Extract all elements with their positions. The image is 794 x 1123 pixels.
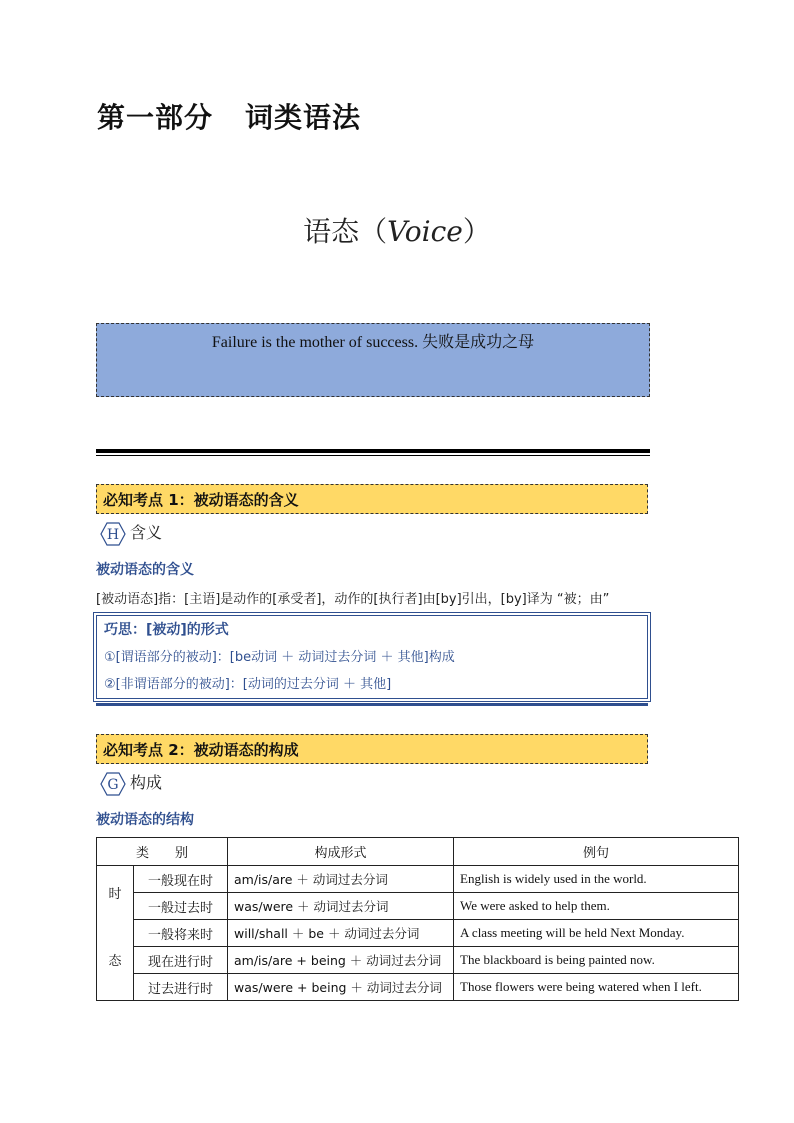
table-row bbox=[97, 920, 739, 947]
tense-cell: 过去进行时 bbox=[134, 974, 228, 1001]
point2-bar: 必知考点 2：被动语态的构成 bbox=[96, 734, 648, 764]
tip-underline bbox=[96, 703, 648, 706]
form-cell: was/were ＋ 动词过去分词 bbox=[228, 893, 454, 920]
point1-hex-row bbox=[100, 520, 162, 546]
point2-hex-letter: G bbox=[107, 776, 119, 793]
point1-hex-letter: H bbox=[106, 526, 120, 543]
point2-hex-row bbox=[100, 770, 162, 796]
tense-cell: 一般过去时 bbox=[134, 893, 228, 920]
table-header-form: 构成形式 bbox=[228, 838, 454, 866]
group-label-top: 时 bbox=[97, 866, 134, 920]
example-cell: Those flowers were being watered when I left. bbox=[454, 974, 739, 1001]
voice-structure-table bbox=[96, 837, 739, 1001]
tip-line-2: ②[非谓语部分的被动]：[动词的过去分词 ＋ 其他] bbox=[104, 677, 392, 692]
example-cell: English is widely used in the world. bbox=[454, 866, 739, 893]
example-cell: We were asked to help them. bbox=[454, 893, 739, 920]
divider-thin bbox=[96, 455, 650, 456]
point1-subhead: 被动语态的含义 bbox=[96, 562, 194, 578]
form-cell: am/is/are + being ＋ 动词过去分词 bbox=[228, 947, 454, 974]
table-row bbox=[97, 974, 739, 1001]
quote-box bbox=[96, 323, 650, 397]
point1-bar: 必知考点 1：被动语态的含义 bbox=[96, 484, 648, 514]
table-header-example: 例句 bbox=[454, 838, 739, 866]
table-header-category: 类 别 bbox=[97, 838, 228, 866]
table-header-row bbox=[97, 838, 739, 866]
tense-cell: 现在进行时 bbox=[134, 947, 228, 974]
example-cell: A class meeting will be held Next Monday. bbox=[454, 920, 739, 947]
hexagon-icon bbox=[100, 772, 126, 796]
table-row bbox=[97, 947, 739, 974]
tip-box bbox=[96, 615, 648, 699]
divider-thick bbox=[96, 449, 650, 453]
point2-subhead: 被动语态的结构 bbox=[96, 812, 194, 828]
tip-title: 巧思：[被动]的形式 bbox=[104, 622, 229, 638]
definition-line: [被动语态]指：[主语]是动作的[承受者]，动作的[执行者]由[by]引出，[by]译为 “被；由” bbox=[96, 592, 610, 607]
table-row bbox=[97, 866, 739, 893]
hexagon-icon bbox=[100, 522, 126, 546]
part-title bbox=[97, 96, 361, 136]
table-row bbox=[97, 893, 739, 920]
voice-title-cn: 语态（ bbox=[303, 215, 388, 248]
point1-hex-label: 含义 bbox=[130, 523, 163, 542]
example-cell: The blackboard is being painted now. bbox=[454, 947, 739, 974]
voice-title-close: ） bbox=[462, 215, 491, 248]
part-title-right: 词类语法 bbox=[245, 101, 362, 134]
tense-cell: 一般现在时 bbox=[134, 866, 228, 893]
form-cell: will/shall ＋ be ＋ 动词过去分词 bbox=[228, 920, 454, 947]
form-cell: was/were + being ＋ 动词过去分词 bbox=[228, 974, 454, 1001]
part-title-left: 第一部分 bbox=[97, 101, 214, 134]
quote-text: Failure is the mother of success. 失败是成功之母 bbox=[211, 334, 535, 351]
form-cell: am/is/are ＋ 动词过去分词 bbox=[228, 866, 454, 893]
tip-line-1: ①[谓语部分的被动]：[be动词 ＋ 动词过去分词 ＋ 其他]构成 bbox=[104, 650, 455, 665]
voice-title bbox=[0, 210, 794, 250]
group-label-bottom: 态 bbox=[97, 920, 134, 1001]
tense-cell: 一般将来时 bbox=[134, 920, 228, 947]
point2-hex-label: 构成 bbox=[130, 773, 163, 792]
voice-title-en: Voice bbox=[387, 215, 463, 248]
